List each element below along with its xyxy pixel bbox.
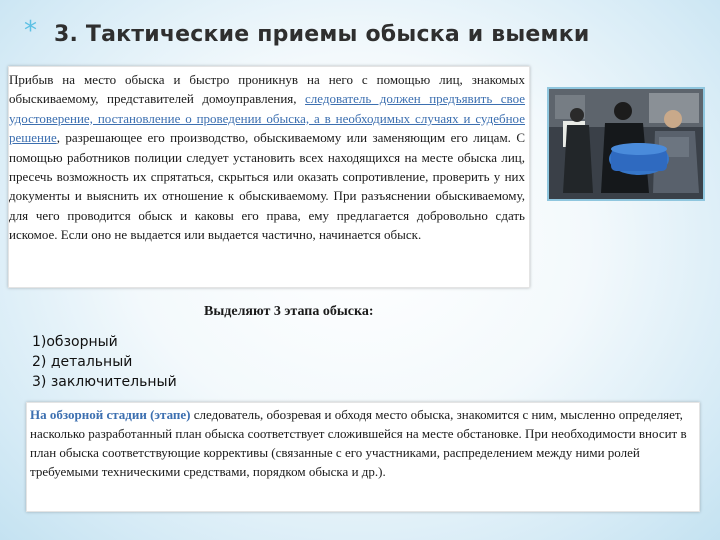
title-bullet-icon: * xyxy=(24,16,37,46)
intro-underlined-requirement: следователь должен предъявить свое удостоверение, постановление о проведении обыска, а в необходимых случаях и судебное решение xyxy=(9,91,525,146)
stages-list xyxy=(32,332,177,392)
stage-item-overview: 1)обзорный xyxy=(32,334,118,350)
stage-item-detailed: 2) детальный xyxy=(32,354,133,370)
intro-text-part-3: , разрешающее его производство, обыскиваемому или заменяющим его лицам. С помощью работников полиции следует установить всех находящихся на месте обыска лиц, пресечь возможность их спрятаться, скрыться или оказать сопротивление, проверить у них документы и выяснить их отношение к обыскиваемому. При разъяснении обыскиваемому, для чего проводится обыск и каковы его права, ему предлагается добровольно сдать искомое. Если оно не выдается или выдается частично, начинается обыск. xyxy=(9,130,525,243)
stages-heading: Выделяют 3 этапа обыска: xyxy=(204,304,374,319)
police-search-photo xyxy=(547,87,705,201)
photo-illustration xyxy=(549,89,703,199)
slide-title: 3. Тактические приемы обыска и выемки xyxy=(54,22,590,47)
overview-paragraph xyxy=(30,405,692,481)
intro-text-part-1: Прибыв на место обыска и быстро проникнув на него с помощью лиц, знакомых обыскиваемому, представителей домоуправления, xyxy=(9,72,525,107)
intro-paragraph xyxy=(9,70,525,245)
stage-item-final: 3) заключительный xyxy=(32,374,177,390)
overview-lead: На обзорной стадии (этапе) xyxy=(30,407,191,422)
overview-body: следователь, обозревая и обходя место обыска, знакомится с ним, мысленно определяет, насколько разработанный план обыска соответствует сложившейся на месте обстановке. При необходимости вносит в план обыска соответствующие коррективы (связанные с его участниками, распределением между ними ролей требуемыми техническими средствами, порядком обыска и др.). xyxy=(30,407,687,479)
